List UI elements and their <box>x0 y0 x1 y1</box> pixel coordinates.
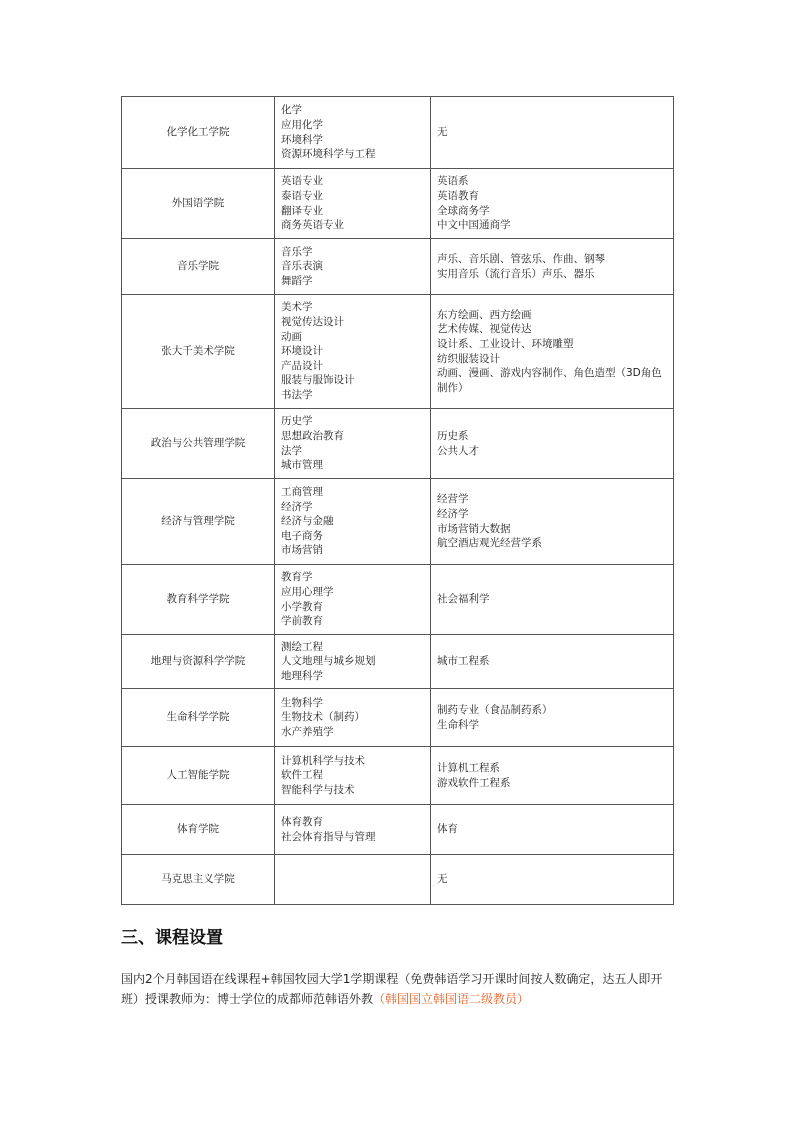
domestic-major-item: 应用化学 <box>281 118 323 131</box>
college-cell: 马克思主义学院 <box>122 855 275 905</box>
korean-majors-cell <box>431 565 674 635</box>
korean-major-item: 声乐、音乐剧、管弦乐、作曲、钢琴 <box>437 252 605 265</box>
korean-major-item: 社会福利学 <box>437 593 490 606</box>
domestic-major-item: 书法学 <box>281 388 313 401</box>
korean-majors-cell <box>431 169 674 239</box>
korean-majors-cell <box>431 689 674 747</box>
korean-major-item: 无 <box>437 873 448 886</box>
majors-table-body <box>122 97 674 905</box>
domestic-major-item: 小学教育 <box>281 600 323 613</box>
korean-major-item: 东方绘画、西方绘画 <box>437 308 532 321</box>
korean-major-item: 艺术传媒、视觉传达 <box>437 323 532 336</box>
domestic-majors-cell <box>275 479 431 565</box>
domestic-major-item: 动画 <box>281 330 302 343</box>
domestic-major-item: 英语专业 <box>281 175 323 188</box>
domestic-major-item: 法学 <box>281 444 302 457</box>
college-cell: 政治与公共管理学院 <box>122 409 275 479</box>
domestic-major-item: 化学 <box>281 104 302 117</box>
domestic-major-item: 历史学 <box>281 415 313 428</box>
korean-majors-cell <box>431 409 674 479</box>
table-row <box>122 169 674 239</box>
korean-majors-cell <box>431 479 674 565</box>
domestic-majors-cell <box>275 97 431 169</box>
korean-major-item: 航空酒店观光经营学系 <box>437 537 542 550</box>
domestic-major-item: 软件工程 <box>281 769 323 782</box>
korean-major-item: 动画、漫画、游戏内容制作、角色造型（3D角色制作） <box>437 367 662 394</box>
domestic-majors-cell <box>275 747 431 805</box>
college-cell: 外国语学院 <box>122 169 275 239</box>
domestic-major-item: 生物技术（制药） <box>281 711 365 724</box>
domestic-majors-cell <box>275 565 431 635</box>
table-row <box>122 635 674 689</box>
college-cell: 化学化工学院 <box>122 97 275 169</box>
table-row <box>122 747 674 805</box>
domestic-major-item: 环境科学 <box>281 133 323 146</box>
domestic-major-item: 生物科学 <box>281 696 323 709</box>
domestic-major-item: 城市管理 <box>281 459 323 472</box>
domestic-major-item: 计算机科学与技术 <box>281 754 365 767</box>
course-paragraph <box>121 970 677 1009</box>
korean-major-item: 纺织服装设计 <box>437 352 500 365</box>
college-cell: 张大千美术学院 <box>122 295 275 409</box>
korean-major-item: 体育 <box>437 823 458 836</box>
domestic-major-item: 舞蹈学 <box>281 274 313 287</box>
college-cell: 地理与资源科学学院 <box>122 635 275 689</box>
domestic-major-item: 人文地理与城乡规划 <box>281 655 376 668</box>
korean-majors-cell <box>431 635 674 689</box>
domestic-major-item: 体育教育 <box>281 815 323 828</box>
domestic-major-item: 思想政治教育 <box>281 429 344 442</box>
korean-major-item: 实用音乐（流行音乐）声乐、器乐 <box>437 267 595 280</box>
korean-major-item: 无 <box>437 126 448 139</box>
korean-major-item: 历史系 <box>437 429 469 442</box>
college-cell: 生命科学学院 <box>122 689 275 747</box>
college-cell: 音乐学院 <box>122 239 275 295</box>
domestic-major-item: 水产养殖学 <box>281 725 334 738</box>
domestic-major-item: 教育学 <box>281 571 313 584</box>
college-cell: 经济与管理学院 <box>122 479 275 565</box>
domestic-major-item: 学前教育 <box>281 615 323 628</box>
domestic-major-item: 地理科学 <box>281 669 323 682</box>
domestic-major-item: 工商管理 <box>281 486 323 499</box>
domestic-major-item: 应用心理学 <box>281 585 334 598</box>
korean-major-item: 中文中国通商学 <box>437 219 511 232</box>
table-row <box>122 855 674 905</box>
domestic-major-item: 翻译专业 <box>281 204 323 217</box>
table-row <box>122 239 674 295</box>
domestic-major-item: 视觉传达设计 <box>281 316 344 329</box>
korean-majors-cell <box>431 97 674 169</box>
korean-major-item: 计算机工程系 <box>437 761 500 774</box>
table-row <box>122 97 674 169</box>
korean-majors-cell <box>431 295 674 409</box>
domestic-majors-cell <box>275 855 431 905</box>
majors-table <box>121 96 674 905</box>
domestic-majors-cell <box>275 409 431 479</box>
domestic-major-item: 音乐学 <box>281 245 313 258</box>
college-cell: 人工智能学院 <box>122 747 275 805</box>
korean-major-item: 制药专业（食品制药系） <box>437 703 553 716</box>
domestic-major-item: 商务英语专业 <box>281 219 344 232</box>
domestic-major-item: 电子商务 <box>281 529 323 542</box>
korean-major-item: 英语系 <box>437 175 469 188</box>
college-cell: 体育学院 <box>122 805 275 855</box>
domestic-majors-cell <box>275 635 431 689</box>
domestic-majors-cell <box>275 239 431 295</box>
domestic-major-item: 资源环境科学与工程 <box>281 148 376 161</box>
table-row <box>122 479 674 565</box>
table-row <box>122 805 674 855</box>
korean-major-item: 市场营销大数据 <box>437 522 511 535</box>
korean-major-item: 经济学 <box>437 507 469 520</box>
college-cell: 教育科学学院 <box>122 565 275 635</box>
course-paragraph-text: 国内2个月韩国语在线课程+韩国牧园大学1学期课程（免费韩语学习开课时间按人数确定，达五人即开班）授课教师为：博士学位的成都师范韩语外教 <box>121 972 663 1006</box>
domestic-major-item: 智能科学与技术 <box>281 783 355 796</box>
domestic-major-item: 测绘工程 <box>281 640 323 653</box>
table-row <box>122 565 674 635</box>
domestic-majors-cell <box>275 169 431 239</box>
korean-major-item: 英语教育 <box>437 189 479 202</box>
domestic-majors-cell <box>275 295 431 409</box>
domestic-major-item: 产品设计 <box>281 359 323 372</box>
korean-majors-cell <box>431 747 674 805</box>
korean-major-item: 经营学 <box>437 493 469 506</box>
domestic-major-item: 音乐表演 <box>281 260 323 273</box>
domestic-major-item: 经济与金融 <box>281 515 334 528</box>
korean-major-item: 设计系、工业设计、环境雕塑 <box>437 337 574 350</box>
domestic-major-item: 美术学 <box>281 301 313 314</box>
korean-major-item: 全球商务学 <box>437 204 490 217</box>
korean-major-item: 生命科学 <box>437 718 479 731</box>
korean-majors-cell <box>431 855 674 905</box>
korean-major-item: 城市工程系 <box>437 655 490 668</box>
domestic-major-item: 环境设计 <box>281 345 323 358</box>
domestic-major-item: 社会体育指导与管理 <box>281 830 376 843</box>
domestic-major-item: 经济学 <box>281 500 313 513</box>
korean-majors-cell <box>431 805 674 855</box>
domestic-majors-cell <box>275 689 431 747</box>
table-row <box>122 409 674 479</box>
korean-major-item: 公共人才 <box>437 444 479 457</box>
domestic-major-item: 泰语专业 <box>281 189 323 202</box>
korean-majors-cell <box>431 239 674 295</box>
korean-major-item: 游戏软件工程系 <box>437 776 511 789</box>
table-row <box>122 689 674 747</box>
domestic-majors-cell <box>275 805 431 855</box>
course-paragraph-highlight: （韩国国立韩国语二级教员） <box>373 991 530 1006</box>
domestic-major-item: 市场营销 <box>281 544 323 557</box>
table-row <box>122 295 674 409</box>
domestic-major-item: 服装与服饰设计 <box>281 374 355 387</box>
section-heading: 三、课程设置 <box>121 928 223 948</box>
